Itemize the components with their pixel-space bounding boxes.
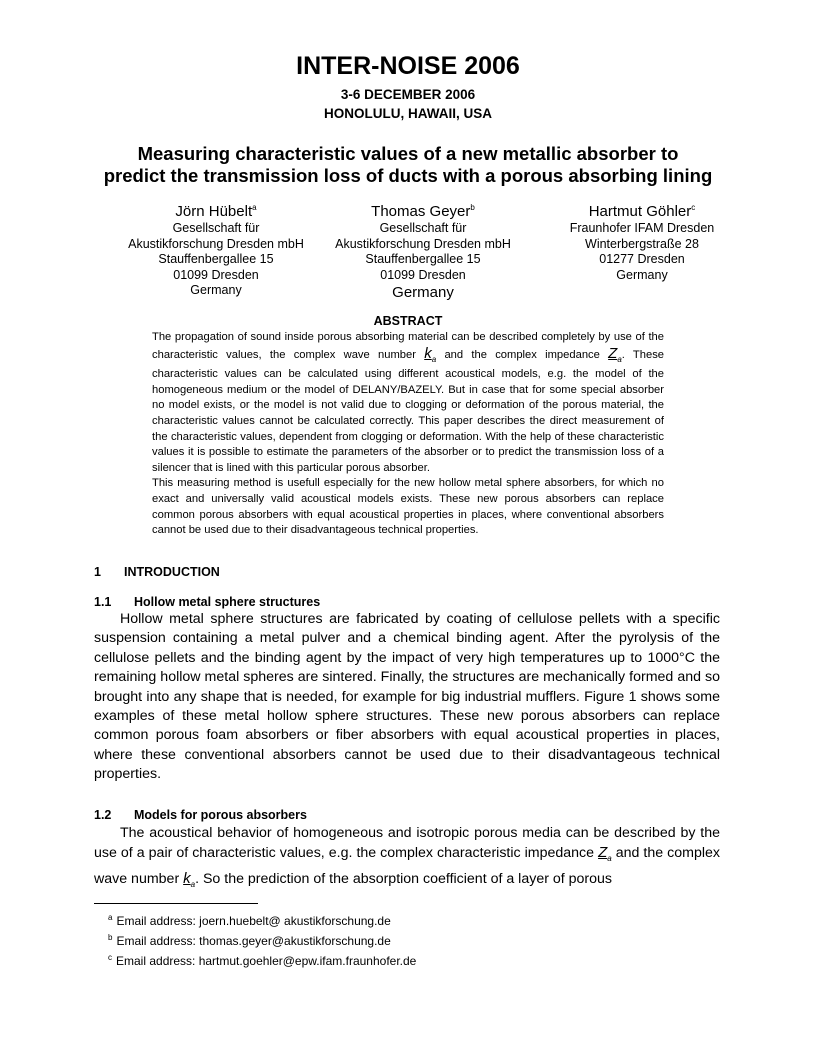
footnotes bbox=[108, 910, 668, 969]
affiliation-line: Akustikforschung Dresden mbH bbox=[335, 236, 511, 251]
author-name: Thomas Geyer$^b$ bbox=[371, 203, 475, 220]
wave-number-symbol: $k_a$ bbox=[183, 869, 196, 889]
affiliation-line: Stauffenbergallee 15 bbox=[365, 252, 481, 266]
affiliation-line: Germany bbox=[392, 284, 454, 301]
affiliation-line: Gesellschaft für bbox=[172, 221, 260, 235]
affiliation-line: 01099 Dresden bbox=[380, 267, 466, 282]
abstract-body bbox=[152, 330, 664, 539]
footnote-b: $^b$ Email address: thomas.geyer@akustikforschung.de bbox=[108, 932, 391, 948]
affiliation-line: Stauffenbergallee 15 bbox=[158, 252, 274, 266]
subsection-heading-1-2: 1.2 Models for porous absorbers bbox=[94, 808, 307, 822]
subsection-heading-1-1: 1.1 Hollow metal sphere structures bbox=[94, 595, 321, 609]
affiliation-line: Germany bbox=[616, 267, 668, 282]
footnote-divider bbox=[94, 903, 258, 904]
abstract-paragraph-2: This measuring method is usefull especially for the new hollow metal sphere absorbers, for which no exact and universally valid acoustical models exists. These new porous absorbers can replace common porous absorbers with equal acoustical properties in places, where conventional absorbers cannot be used due to their disadvantageous technical properties. bbox=[152, 477, 664, 537]
affiliation-line: Winterbergstraße 28 bbox=[585, 236, 699, 251]
abstract-paragraph-1: The propagation of sound inside porous absorbing material can be described completely by use of the characteristic values, the complex wave number $k_a$ and the complex impedance $Z_a$. These characteristic values can be calculated using different acoustical models, e.g. the model of the homogeneous medium or the model of DELANY/BAZELY. But in case that for some special absorber no model exists, or the model is not valid due to clogging or deformation of the porous material, the characteristic values cannot be calculated correctly. This paper describes the direct measurement of the characteristic values, dependent from clogging or deformation. With the help of these characteristic values it is possible to estimate the parameters of the absorber or to predict the transmission loss of a silencer that is lined with this particular porous absorber. bbox=[152, 331, 665, 474]
affiliation-line: 01099 Dresden bbox=[173, 267, 259, 282]
conference-title: INTER-NOISE 2006 bbox=[296, 52, 520, 80]
author-block-1 bbox=[101, 203, 331, 299]
paper-title-line-1: Measuring characteristic values of a new metallic absorber to bbox=[137, 143, 679, 164]
affiliation-line: Gesellschaft für bbox=[379, 221, 467, 235]
wave-number-symbol: $k_a$ bbox=[424, 344, 437, 364]
author-name: Hartmut Göhler$^c$ bbox=[588, 203, 696, 220]
impedance-symbol: $Z_a$ bbox=[608, 344, 622, 364]
subsection-1-2-body: The acoustical behavior of homogeneous and isotropic porous media can be described by the use of a pair of characteristic values, e.g. the complex characteristic impedance $Z_a$ and the complex wave number $k_a$. So the prediction of the absorption coefficient of a layer of porous bbox=[94, 825, 720, 889]
author-name: Jörn Hübelt$^a$ bbox=[175, 203, 257, 220]
conference-location: HONOLULU, HAWAII, USA bbox=[324, 106, 492, 121]
affiliation-line: Fraunhofer IFAM Dresden bbox=[569, 221, 715, 235]
affiliation-line: 01277 Dresden bbox=[599, 252, 685, 266]
affiliation-line: Akustikforschung Dresden mbH bbox=[128, 236, 304, 251]
author-block-2 bbox=[308, 203, 538, 302]
subsection-1-1-body: Hollow metal sphere structures are fabricated by coating of cellulose pellets with a specific suspension containing a metal pulver and a chemical binding agent. After the pyrolysis of the cellulose pellets and the binding agent by the impact of very high temperatures up to 1000°C the remaining hollow metal spheres are sintered. Finally, the structures are mechanically formed and so brought into any shape that is needed, for example for big industrial mufflers. Figure 1 shows some examples of these metal hollow sphere structures. These new porous absorbers can replace common porous foam absorbers or fiber absorbers with equal acoustical properties in places, where these conventional absorbers cannot be used due to their disadvantageous technical properties. bbox=[94, 611, 720, 783]
affiliation-line: Germany bbox=[190, 283, 242, 297]
impedance-symbol: $Z_a$ bbox=[598, 844, 612, 864]
paper-title-line-2: predict the transmission loss of ducts with a porous absorbing lining bbox=[103, 165, 713, 186]
section-heading-introduction: 1 INTRODUCTION bbox=[94, 565, 220, 579]
footnote-c: $^c$ Email address: hartmut.goehler@epw.ifam.fraunhofer.de bbox=[108, 952, 417, 968]
author-block-3 bbox=[527, 203, 757, 283]
footnote-a: $^a$ Email address: joern.huebelt@ akustikforschung.de bbox=[108, 913, 391, 928]
conference-date: 3-6 DECEMBER 2006 bbox=[340, 87, 476, 102]
abstract-heading: ABSTRACT bbox=[373, 314, 443, 328]
